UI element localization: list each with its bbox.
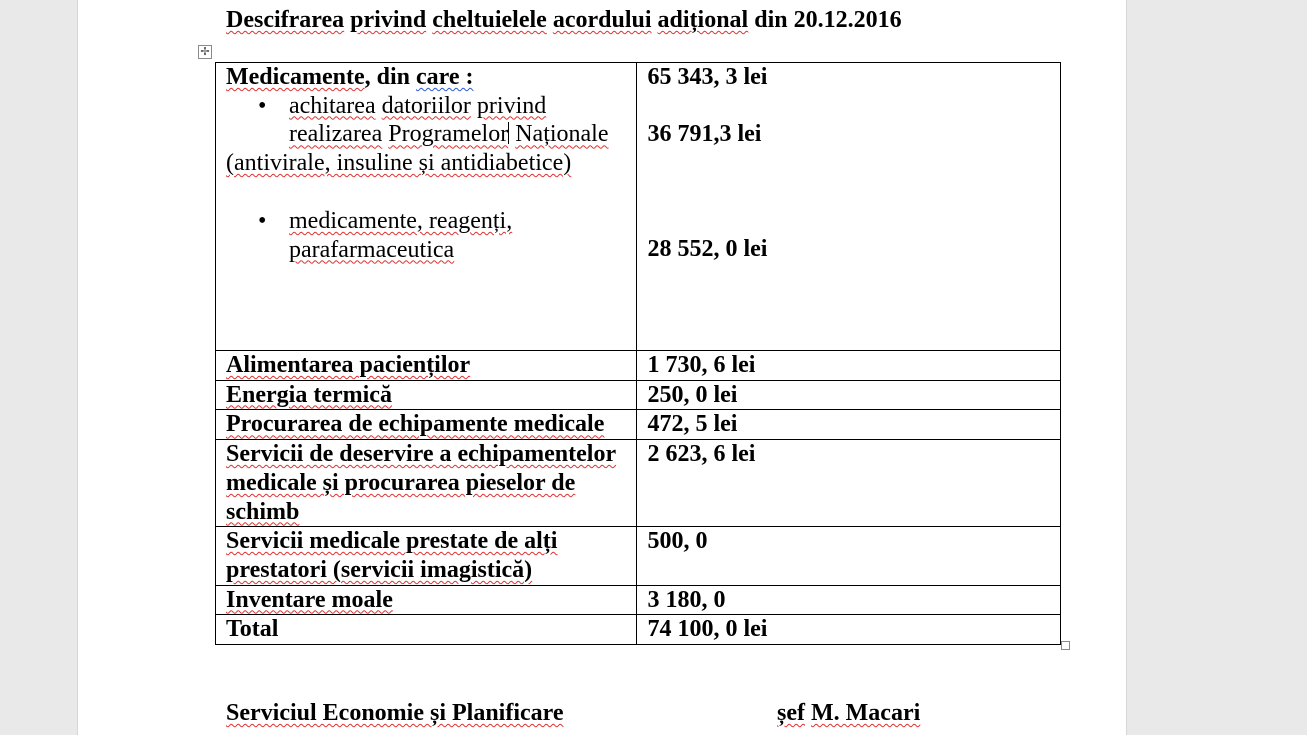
row-label: Servicii medicale prestate de alți prestatori (servicii imagistică) <box>226 528 558 583</box>
medicamente-label-care: care : <box>415 64 474 90</box>
signature-title: șef <box>777 700 805 726</box>
table-resize-handle[interactable] <box>1061 641 1070 650</box>
label-cell[interactable] <box>216 615 637 645</box>
table-row <box>216 351 1061 381</box>
sub1-word: Programelor <box>388 121 509 148</box>
text-cursor <box>508 122 509 144</box>
sub1-continuation <box>226 149 628 178</box>
value-cell[interactable] <box>637 380 1061 410</box>
label-cell[interactable] <box>216 440 637 527</box>
sub2-value: 28 552, 0 lei <box>647 236 768 263</box>
row-value: 1 730, 6 lei <box>647 352 756 378</box>
list-item <box>226 92 628 149</box>
value-cell[interactable] <box>637 440 1061 527</box>
table-row <box>216 410 1061 440</box>
bullet-icon: • <box>258 207 267 234</box>
row-label: Total <box>226 616 279 643</box>
row-value: 2 623, 6 lei <box>647 441 756 468</box>
medicamente-heading <box>226 63 628 92</box>
table-row <box>216 527 1061 585</box>
sub1-value: 36 791,3 lei <box>647 121 762 148</box>
sub2-line: medicamente, reagenți, <box>289 207 513 234</box>
label-cell[interactable] <box>216 351 637 381</box>
label-cell[interactable] <box>216 527 637 585</box>
row-value: 500, 0 <box>647 528 708 555</box>
title-word: acordului <box>552 7 652 33</box>
sub2-line: parafarmaceutica <box>289 236 455 263</box>
value-cell[interactable] <box>637 585 1061 615</box>
title-word: adițional <box>657 7 749 33</box>
value-cell[interactable] <box>637 351 1061 381</box>
department-name: Serviciul Economie și Planificare <box>226 700 564 726</box>
row-value: 3 180, 0 <box>647 586 726 613</box>
table-row <box>216 380 1061 410</box>
label-cell[interactable] <box>216 380 637 410</box>
row-label: Servicii de deservire a echipamentelor medicale și procurarea pieselor de schimb <box>226 441 617 525</box>
footer-signature[interactable] <box>777 697 920 729</box>
row-value: 74 100, 0 lei <box>647 616 768 643</box>
title-word: privind <box>350 7 427 33</box>
table-row <box>216 440 1061 527</box>
medicamente-value: 65 343, 3 lei <box>647 64 768 90</box>
expenses-table[interactable] <box>215 62 1061 645</box>
bullet-icon: • <box>258 92 267 119</box>
title-word: Descifrarea <box>226 7 345 33</box>
value-cell[interactable] <box>637 615 1061 645</box>
row-value: 250, 0 lei <box>647 381 738 408</box>
value-cell[interactable] <box>637 63 1061 351</box>
sub1-word: achitarea <box>289 92 376 119</box>
sub1-word: datoriilor <box>381 92 471 119</box>
table-row <box>216 585 1061 615</box>
row-label: Inventare moale <box>226 586 393 613</box>
list-item <box>226 207 628 264</box>
table-move-handle[interactable] <box>198 45 212 59</box>
table-row-medicamente <box>216 63 1061 351</box>
value-cell[interactable] <box>637 410 1061 440</box>
row-value: 472, 5 lei <box>647 411 738 438</box>
label-cell[interactable] <box>216 63 637 351</box>
medicamente-label-cont: , din <box>364 64 410 90</box>
title-date: din 20.12.2016 <box>754 7 902 33</box>
title-word: cheltuielele <box>432 7 547 33</box>
sub1-word: privind <box>476 92 547 119</box>
sub1-word: Naționale <box>515 121 609 148</box>
signature-name: M. Macari <box>810 700 921 726</box>
row-label: Alimentarea pacienților <box>226 352 471 378</box>
medicamente-label: Medicamente <box>226 64 365 90</box>
move-arrows-icon: ✢ <box>200 45 210 58</box>
footer-department[interactable] <box>226 697 564 729</box>
sub1-detail: (antivirale, insuline și antidiabetice) <box>226 150 572 177</box>
sub1-word: realizarea <box>289 121 383 148</box>
row-label: Energia termică <box>226 381 392 408</box>
row-label: Procurarea de echipamente medicale <box>226 411 605 438</box>
label-cell[interactable] <box>216 585 637 615</box>
table-row-total <box>216 615 1061 645</box>
value-cell[interactable] <box>637 527 1061 585</box>
document-title[interactable] <box>226 4 902 36</box>
label-cell[interactable] <box>216 410 637 440</box>
